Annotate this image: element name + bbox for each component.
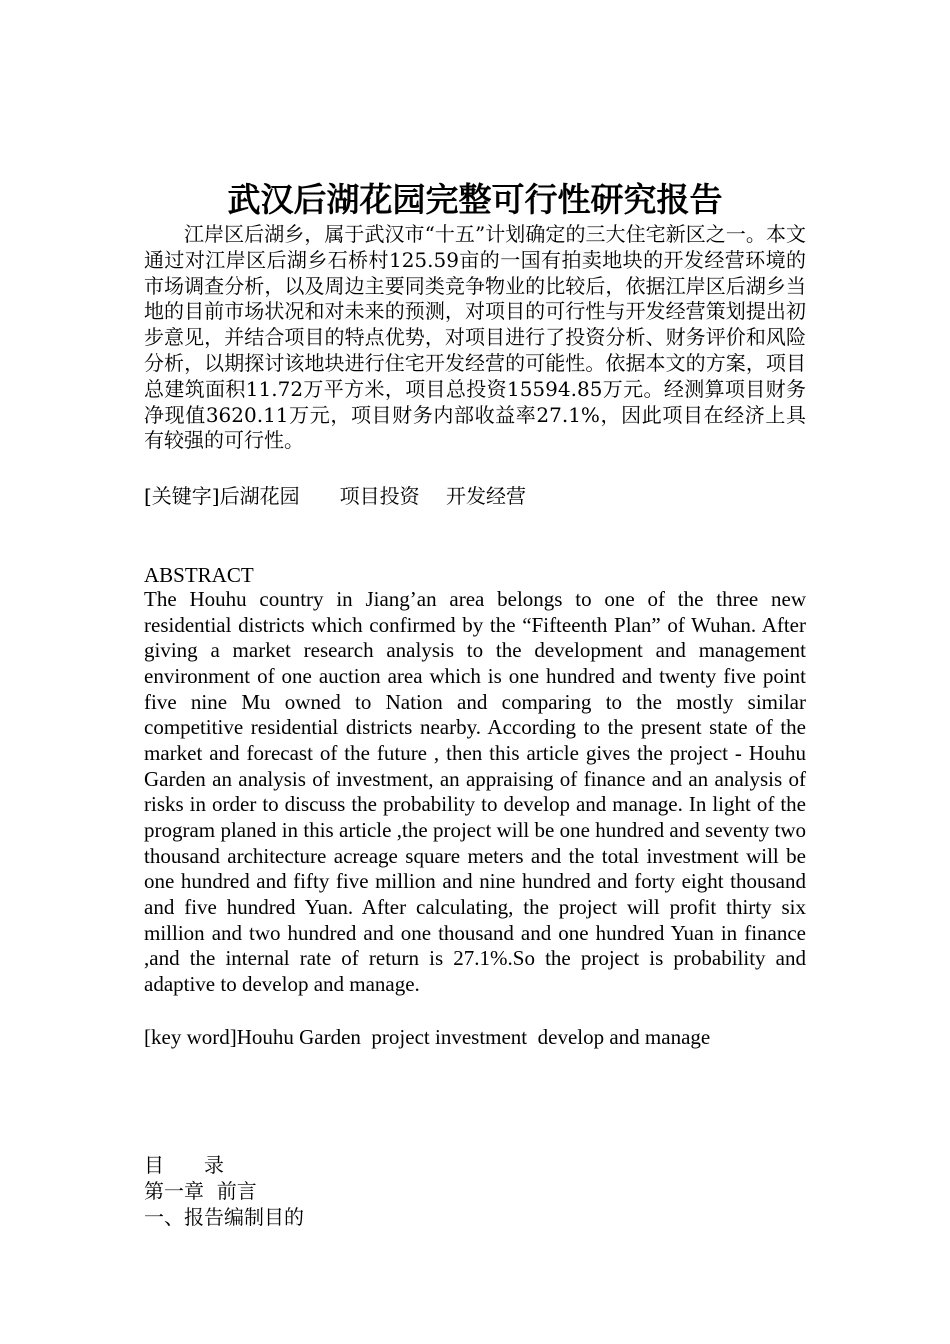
- table-of-contents: [144, 1152, 806, 1230]
- toc-item-chapter-1[interactable]: 第一章 前言: [144, 1179, 257, 1203]
- english-abstract: The Houhu country in Jiang’an area belongs to one of the three new residential districts which confirmed by the “Fifteenth Plan” of Wuhan. After giving a market research analysis to the development and management environment of one auction area which is one hundred and twenty five point five nine Mu owned to Nation and comparing to the mostly similar competitive residential districts nearby. According to the present state of the market and forecast of the future , then this article gives the project - Houhu Garden an analysis of investment, an appraising of finance and an analysis of risks in order to discuss the probability to develop and manage. In light of the program planed in this article ,the project will be one hundred and seventy two thousand architecture acreage square meters and the total investment will be one hundred and fifty five million and nine hundred and forty eight thousand and five hundred Yuan. After calculating, the project will profit thirty six million and two hundred and one thousand and one hundred Yuan in finance ,and the internal rate of return is 27.1%.So the project is probability and adaptive to develop and manage.: [144, 587, 806, 997]
- english-keywords: [key word]Houhu Garden project investment develop and manage: [144, 1025, 711, 1049]
- toc-item-section-1[interactable]: 一、报告编制目的: [144, 1205, 304, 1229]
- english-abstract-heading: ABSTRACT: [144, 563, 254, 587]
- chinese-keywords: [关键字]后湖花园 项目投资 开发经营: [144, 484, 526, 508]
- document-title: 武汉后湖花园完整可行性研究报告: [227, 180, 723, 220]
- chinese-abstract: 江岸区后湖乡，属于武汉市“十五”计划确定的三大住宅新区之一。本文通过对江岸区后湖乡石桥村125.59亩的一国有拍卖地块的开发经营环境的市场调查分析，以及周边主要同类竞争物业的比较后，依据江岸区后湖乡当地的目前市场状况和对未来的预测，对项目的可行性与开发经营策划提出初步意见，并结合项目的特点优势，对项目进行了投资分析、财务评价和风险分析，以期探讨该地块进行住宅开发经营的可能性。依据本文的方案，项目总建筑面积11.72万平方米，项目总投资15594.85万元。经测算项目财务净现值3620.11万元，项目财务内部收益率27.1%，因此项目在经济上具有较强的可行性。: [144, 222, 806, 453]
- toc-heading: 目 录: [144, 1153, 224, 1177]
